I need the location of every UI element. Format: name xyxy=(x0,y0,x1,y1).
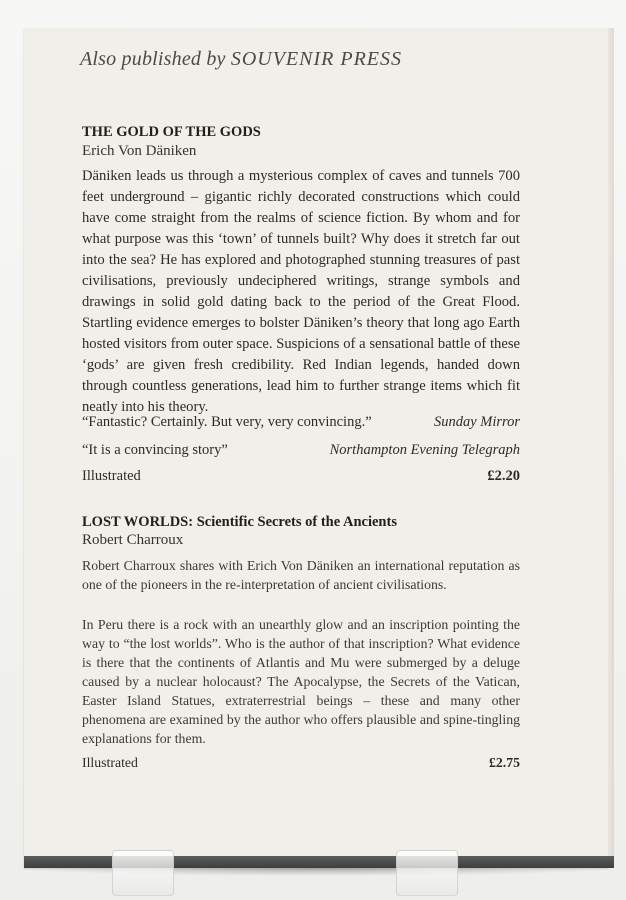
header-prefix: Also published by xyxy=(80,48,226,70)
book-page-edge xyxy=(608,28,614,868)
publisher-header xyxy=(80,48,402,71)
book2-intro: Robert Charroux shares with Erich Von Däniken an international reputation as one of the pioneers in the re-interpretation of ancient civilisations. xyxy=(82,558,520,592)
quote-source: Sunday Mirror xyxy=(433,414,520,430)
book2-blurb: In Peru there is a rock with an unearthly glow and an inscription pointing the way to “the lost worlds”. Who is the author of that inscription? What evidence is there that the continents of Atlantis and Mu were submerged by a deluge caused by a nuclear holocaust? The Apocalypse, the Secrets of the Vatican, Easter Island Statues, extraterrestrial beings – these and many other phenomena are examined by the author who offers plausible and spine-tingling explanations for them. xyxy=(82,617,520,746)
book1-illustrated: Illustrated xyxy=(82,468,141,484)
book1-blurb: Däniken leads us through a mysterious complex of caves and tunnels 700 feet underground – gigantic richly decorated constructions which could have come straight from the realms of science fiction. By whom and for what purpose was this ‘town’ of tunnels built? Why does it stretch far out into the sea? He has explored and photographed stunning treasures of past civilisations, previously undeciphered writings, strange symbols and drawings in solid gold dating back to the period of the Great Flood. Startling evidence emerges to bolster Däniken’s theory that long ago Earth hosted visitors from outer space. Suspicions of a sensational battle of these ‘gods’ are given fresh credibility. Red Indian legends, handed down through countless generations, lead him to further strange items which fit neatly into his theory. xyxy=(82,168,520,415)
book1-author: Erich Von Däniken xyxy=(82,143,197,159)
book1-price: £2.20 xyxy=(487,468,520,484)
book2-author: Robert Charroux xyxy=(82,532,184,548)
book1-quote-1 xyxy=(82,414,520,431)
acrylic-stand-left xyxy=(112,850,174,896)
book1-price-row xyxy=(82,468,520,485)
acrylic-stand-right xyxy=(396,850,458,896)
header-publisher: SOUVENIR PRESS xyxy=(230,48,402,70)
quote-text: “It is a convincing story” xyxy=(82,442,228,458)
book2-price: £2.75 xyxy=(488,755,520,770)
book1-quote-2 xyxy=(82,442,520,459)
quote-text: “Fantastic? Certainly. But very, very convincing.” xyxy=(82,414,372,430)
book1-title: THE GOLD OF THE GODS xyxy=(82,124,261,140)
book2-illustrated: Illustrated xyxy=(82,755,138,770)
book2-title: LOST WORLDS: Scientific Secrets of the Ancients xyxy=(82,514,397,530)
quote-source: Northampton Evening Telegraph xyxy=(329,442,520,458)
book2-price-row xyxy=(82,755,520,771)
